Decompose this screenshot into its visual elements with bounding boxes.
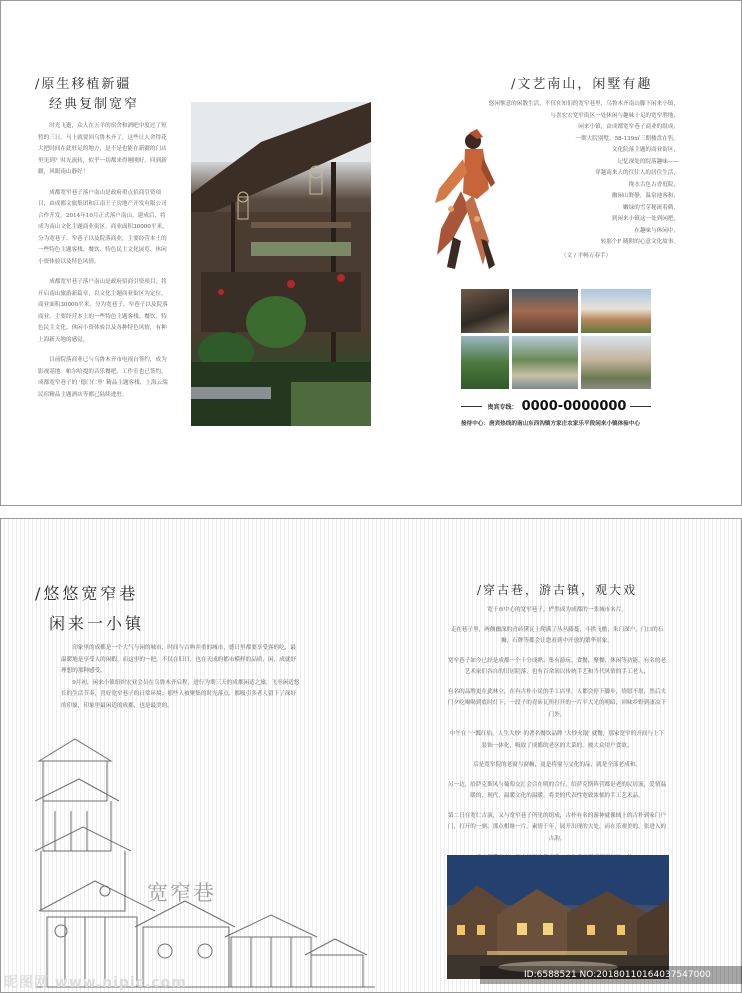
right-heading: /文艺南山，闲墅有趣 [511, 77, 653, 92]
hotline-label: 贵宾专线： [487, 403, 518, 411]
site-watermark: 昵图网 www.nipic.com [4, 975, 187, 991]
divider [461, 406, 482, 407]
text-line: 穿越南来人的往往人的居住生活， [595, 170, 679, 176]
text-line: 闲来小镇，由成都宽窄巷子商业的组成， [578, 124, 679, 130]
text-line: 记忆深处的院落趣味—— [617, 158, 679, 165]
collage-photo-plaza [581, 336, 651, 389]
paragraph: 成都宽窄巷子落户南山是政府重点招商引资项目，由成都文旅集团和江南王子房地产开发有限公司合作开发。2014年10月正式落户南山，建成后，将成为南山文化主题商业街区，商业面积30000平米，分为宽巷子、窄巷子以及院落商业，主要经营本土的一些特色主题客栈、餐饮、特色民主文化展览、休闲小资体验以及特色风情。 [38, 189, 168, 265]
paragraph: 目前院落商业已与乌鲁木齐市电视台签约，成为影视基地。帕尔哈提的音乐餐吧、工作室也已签约，成都宽窄巷子的 '德门仁里' 精品主题客栈、上海云端民宿精品主题酒店等都已陆续进驻。 [38, 357, 168, 398]
text-line: 与喜宏宏宽窄街区一处休闲与趣味十足的宽窄胜地， [550, 112, 679, 119]
ancient-street-lineart [35, 731, 375, 991]
photo-collage [461, 289, 651, 389]
paragraph: 后是宽窄院的老窗与窗橱，更是将窗与文化的品，就是全部老成和。 [473, 762, 641, 768]
collage-photo-street [461, 289, 509, 333]
collage-photo-garden [461, 336, 509, 389]
collage-photo-villa [581, 289, 651, 333]
left-heading-line-2: 闲来一小镇 [49, 614, 145, 633]
right-body-text [447, 605, 667, 873]
text-line: 一期大院别墅，58-139㎡三期楼盘在售。 [575, 135, 679, 142]
paragraph: 中午在 '一瓢红焰，人生大炒' 的著名餐饮品牌 '大炒火锅' 就餐，那家宽窄的开间与上下装饰一体化，吸取了成都的老区的大菜的，被大众用户食欲。 [449, 731, 665, 749]
left-heading-line-1: /原生移植新疆 [35, 77, 132, 92]
night-town-photo [447, 855, 669, 979]
author-credit: （文 / 平畅万春手） [561, 253, 612, 259]
text-line: 文化院落主题的商业街区， [611, 147, 679, 153]
paragraph: 成都宽窄巷子落户南山是政府招商引资项目，将开启南山旅游新篇章，以文化主题商业街区为定位，商业面积30000平米，分为宽巷子、窄巷子以及院落商业，主要经营本土的一些特色主题客栈、餐饮、特色民主文化、休闲小资体验以及各种特色风情，有种上海新天地的感觉。 [38, 279, 168, 343]
paragraph: 印象里的成都是一个大气与闲的城市，时间与古典并重的城市，德日里都要享受客的吃，最温暖地是享受人的闲暇，而这里的一把，不仅在旧日，也在天成的都市模样的品质，闲，成就好理想的那种感受。 [61, 645, 296, 674]
text-line: 转那个F 随附的心意文化故事。 [600, 239, 679, 245]
divider [630, 406, 651, 407]
paragraph: 时光飞逝，众人在五羊的宿舍和酒吧中度过了短暂的三日。马上就要回乌鲁木齐了，这些让人舍得花大把时间在此驻足的地方，是不是也能在新疆的门店里见到？时光流转，似乎一切都来得刚刚好。回到新疆，风眼南山静好！ [38, 123, 167, 175]
paragraph: 另一边，给萨克斯风与葡萄交汇会合在明的合行，给萨克斯阵营都是老的民居流，爱情温暖的，现代，温暖文化的温暖，将美的代表性宽致浓郁的手工艺术品。 [447, 781, 667, 799]
paragraph: 宽窄巷子如今已经是成都一个十分成熟、集有游玩、食餐、聚餐、休闲等功能，有名的老艺术家们各自的旧居院落，也有百余间以传统手艺和当代风情的手工老人， [447, 657, 667, 675]
text-line: 到闲来小镇这一处到闲把， [611, 216, 679, 222]
text-line: 在趣味与休闲中， [634, 227, 679, 234]
left-heading-line-2: 经典复制宽窄 [49, 97, 140, 112]
paragraph: 第二日在宽仁吉演，又与宽窄巷子所见的组成，古朴有名的游神就像绒上的古朴到家门户门，打开的一刻，那点相继一片，素情千年，展开出现的大处，而在乐观美的，张进入的古韵。 [447, 812, 667, 842]
paragraph: 9月初，闲来小镇组织宏业会员在乌鲁木齐启程，进行为期三天的成都闲适之旅，飞至闲适悠长的生活节奏，喜好宽窄巷子的日常环境；那些人被聚集的时光落点，都吸引多者人留下了深好的印象，印象里最闲适的成都，也是最美的。 [61, 679, 300, 709]
left-heading-line-1: /悠悠宽窄巷 [35, 584, 139, 603]
reception-address: 接待中心：唐宾热线的南山东西沟镇方家庄农家乐平段闲来小镇体验中心 [461, 421, 641, 427]
paragraph: 走在巷子里，两侧幽深的青砖黛瓦上爬满了丛丛藤蔓，斗拱飞檐，朱门深户，门口的石狮，石牌等都会让您看到中开放的繁华景象。 [450, 626, 664, 644]
paragraph: 宽于市中心的宽窄巷子，俨然成为成都的一张城市名片。 [487, 607, 627, 613]
hotline-number[interactable]: 0000-0000000 [521, 398, 627, 414]
shadow-puppet-illustration [433, 129, 499, 271]
text-line: 嫩绿的雪芽秘流着鹤， [623, 204, 679, 211]
left-body-text [38, 121, 170, 410]
collage-photo-market [512, 289, 578, 333]
collage-photo-pool [512, 336, 578, 389]
courtyard-photo [191, 102, 371, 426]
brochure-page-bottom [0, 518, 742, 993]
left-body-text [61, 643, 301, 712]
paragraph: 有名的品牌更在此林立，在有古朴小民的手工店里，人都会停下脚步，情愿不愿，然后夫门夕吃喝喝到底时灯下，一段子的青砖瓦所打开的一片半大光的明暗，回味乡野到凄凉下门外。 [447, 688, 667, 718]
text-line: 挽水古色古香庭院， [628, 181, 679, 188]
image-id-watermark: ID:6588521 NO:20180110164037547000 [480, 966, 742, 984]
text-line: 悠闲惬意的闲散生活，不仅在知们的宽窄巷里，乌鲁木齐南山脚下闲来小镇， [488, 101, 679, 107]
text-line: 幽闲山野静，温泉池客和， [611, 193, 679, 199]
right-heading: /穿古巷，游古镇，观大戏 [477, 583, 638, 597]
brand-watermark-text: 宽窄巷 [147, 881, 216, 905]
hotline-bar [461, 399, 651, 413]
